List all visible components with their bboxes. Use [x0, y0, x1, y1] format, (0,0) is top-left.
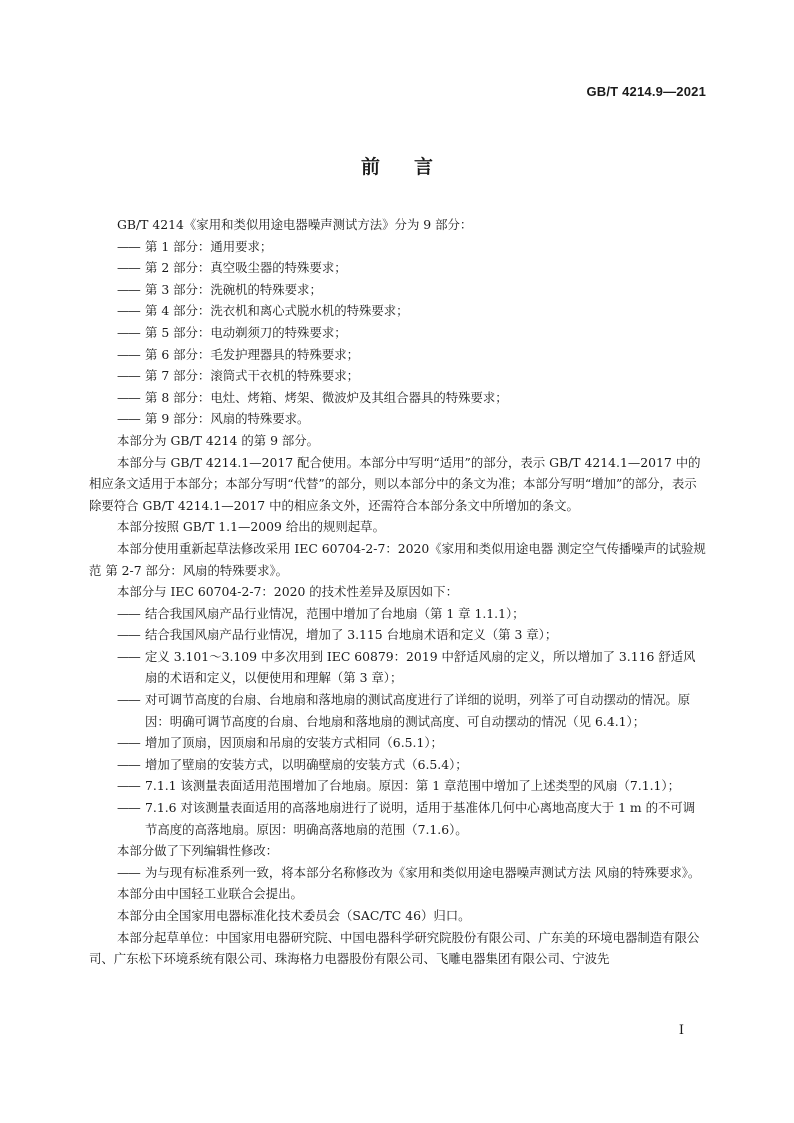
em-dash-marker: ——	[117, 281, 140, 297]
dash-list-item	[117, 862, 707, 884]
em-dash-marker: ——	[117, 411, 140, 427]
dash-list-item	[117, 344, 707, 366]
list-item-text: 增加了壁扇的安装方式，以明确壁扇的安装方式（6.5.4）；	[145, 756, 468, 772]
dash-list-item	[117, 797, 707, 840]
paragraph: 本部分为 GB/T 4214 的第 9 部分。	[117, 432, 320, 448]
list-item-text: 第 6 部分：毛发护理器具的特殊要求；	[145, 346, 360, 362]
list-item-text: 对可调节高度的台扇、台地扇和落地扇的测试高度进行了详细的说明，列举了可自动摆动的情况。原因：明确可调节高度的台扇、台地扇和落地扇的测试高度、可自动摆动的情况（见 6.4.1）；	[145, 692, 691, 729]
em-dash-marker: ——	[117, 778, 140, 794]
list-item-text: 第 4 部分：洗衣机和离心式脱水机的特殊要求；	[145, 303, 409, 319]
paragraph: 本部分起草单位：中国家用电器研究院、中国电器科学研究院股份有限公司、广东美的环境电器制造有限公司、广东松下环境系统有限公司、珠海格力电器股份有限公司、飞雕电器集团有限公司、宁波先	[89, 929, 700, 967]
list-item-text: 第 3 部分：洗碗机的特殊要求；	[145, 281, 322, 297]
paragraph: 本部分做了下列编辑性修改：	[117, 843, 279, 859]
list-item-text: 为与现有标准系列一致，将本部分名称修改为《家用和类似用途电器噪声测试方法 风扇的特殊要求》。	[145, 864, 701, 880]
list-item-text: 结合我国风扇产品行业情况，范围中增加了台地扇（第 1 章 1.1.1）；	[145, 605, 525, 621]
em-dash-marker: ——	[117, 260, 140, 276]
em-dash-marker: ——	[117, 324, 140, 340]
list-item-text: 7.1.1 该测量表面适用范围增加了台地扇。原因：第 1 章范围中增加了上述类型的风扇（7.1.1）；	[145, 778, 681, 794]
em-dash-marker: ——	[117, 303, 140, 319]
em-dash-marker: ——	[117, 605, 140, 621]
dash-list-item	[117, 279, 707, 301]
em-dash-marker: ——	[117, 692, 140, 708]
em-dash-marker: ——	[117, 389, 140, 405]
list-item-text: 第 1 部分：通用要求；	[145, 238, 273, 254]
list-item-text: 结合我国风扇产品行业情况，增加了 3.115 台地扇术语和定义（第 3 章）；	[145, 627, 558, 643]
list-item-text: 定义 3.101～3.109 中多次用到 IEC 60879：2019 中舒适风扇的定义，所以增加了 3.116 舒适风扇的术语和定义，以便使用和理解（第 3 章）；	[145, 648, 696, 686]
list-item-text: 增加了顶扇，因顶扇和吊扇的安装方式相同（6.5.1）；	[145, 735, 443, 751]
em-dash-marker: ——	[117, 346, 140, 362]
paragraph: 本部分由中国轻工业联合会提出。	[117, 886, 303, 902]
paragraph: 本部分与 GB/T 4214.1—2017 配合使用。本部分中写明“适用”的部分，表示 GB/T 4214.1—2017 中的相应条文适用于本部分；本部分写明“代替”的部分，则以本部分中的条文为准；本部分写明“增加”的部分，表示除要符合 GB/T 4214.1—2017 中的相应条文外，还需符合本部分条文中所增加的条文。	[89, 454, 701, 513]
paragraph: GB/T 4214《家用和类似用途电器噪声测试方法》分为 9 部分：	[117, 217, 473, 232]
em-dash-marker: ——	[117, 238, 140, 254]
dash-list-item	[117, 408, 707, 430]
dash-list-item	[117, 387, 707, 409]
em-dash-marker: ——	[117, 756, 140, 772]
em-dash-marker: ——	[117, 368, 140, 384]
dash-list-item	[117, 257, 707, 279]
list-item-text: 第 7 部分：滚筒式干衣机的特殊要求；	[145, 368, 360, 384]
em-dash-marker: ——	[117, 735, 140, 751]
paragraph: 本部分与 IEC 60704-2-7：2020 的技术性差异及原因如下：	[117, 584, 458, 600]
paragraph: 本部分由全国家用电器标准化技术委员会（SAC/TC 46）归口。	[117, 908, 471, 923]
dash-list-item	[117, 236, 707, 258]
dash-list-item	[117, 624, 707, 646]
list-item-text: 第 9 部分：风扇的特殊要求。	[145, 411, 310, 427]
dash-list-item	[117, 732, 707, 754]
dash-list-item	[117, 365, 707, 387]
paragraph: 本部分按照 GB/T 1.1—2009 给出的规则起草。	[117, 519, 385, 535]
em-dash-marker: ——	[117, 627, 140, 643]
dash-list-item	[117, 689, 707, 732]
page-number: I	[678, 1023, 684, 1038]
list-item-text: 第 8 部分：电灶、烤箱、烤架、微波炉及其组合器具的特殊要求；	[145, 389, 508, 405]
em-dash-marker: ——	[117, 648, 140, 664]
page-title: 前言	[360, 156, 467, 178]
dash-list-item	[117, 603, 707, 625]
em-dash-marker: ——	[117, 864, 140, 880]
paragraph: 本部分使用重新起草法修改采用 IEC 60704-2-7：2020《家用和类似用途电器 测定空气传播噪声的试验规范 第 2-7 部分：风扇的特殊要求》。	[89, 540, 706, 578]
dash-list-item	[117, 775, 707, 797]
dash-list-item	[117, 646, 707, 689]
dash-list-item	[117, 300, 707, 322]
list-item-text: 第 5 部分：电动剃须刀的特殊要求；	[145, 324, 347, 340]
standard-number: GB/T 4214.9—2021	[586, 84, 706, 99]
dash-list-item	[117, 322, 707, 344]
list-item-text: 第 2 部分：真空吸尘器的特殊要求；	[145, 260, 347, 276]
em-dash-marker: ——	[117, 800, 140, 816]
foreword-body	[89, 214, 707, 970]
dash-list-item	[117, 754, 707, 776]
list-item-text: 7.1.6 对该测量表面适用的高落地扇进行了说明，适用于基准体几何中心离地高度大于 1 m 的不可调节高度的高落地扇。原因：明确高落地扇的范围（7.1.6）。	[145, 800, 696, 837]
